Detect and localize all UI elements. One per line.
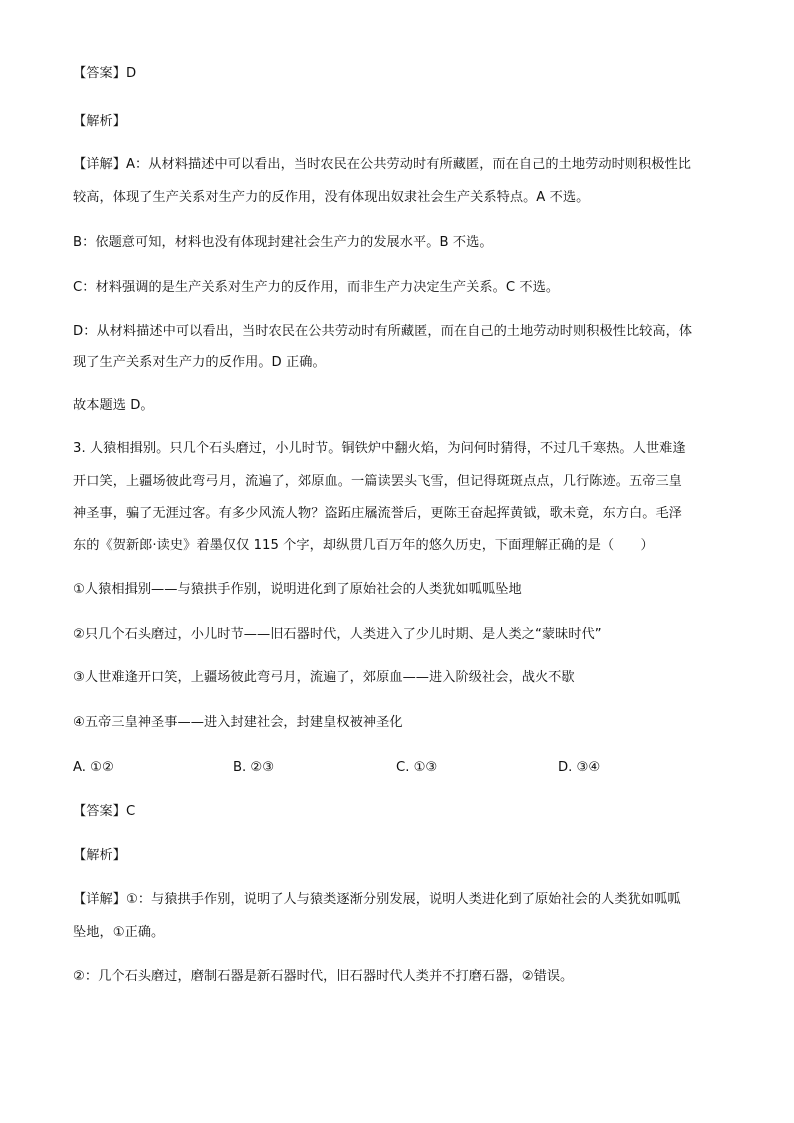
- question-3-line-4: 东的《贺新郎·读史》着墨仅仅 115 个字，却纵贯几百万年的悠久历史，下面理解正确的是（ ）: [73, 538, 654, 553]
- option-c: C. ①③: [396, 760, 438, 775]
- answer-2: [73, 804, 135, 820]
- statement-2: ②只几个石头磨过，小儿时节——旧石器时代，人类进入了少儿时期、是人类之“蒙昧时代”: [73, 627, 602, 642]
- question-3-line-2: 开口笑，上疆场彼此弯弓月，流遍了，郊原血。一篇读罢头飞雪，但记得斑斑点点，几行陈迹。五帝三皇: [73, 474, 682, 489]
- detail-2-line-1: 【详解】①：与猿拱手作别，说明了人与猿类逐渐分别发展，说明人类进化到了原始社会的人类犹如呱呱: [73, 892, 681, 907]
- conclusion: 故本题选 D。: [73, 398, 154, 413]
- detail-d-line-1: D：从材料描述中可以看出，当时农民在公共劳动时有所藏匿，而在自己的土地劳动时则积极性比较高，体: [73, 324, 693, 339]
- answer-label: 【答案】: [73, 66, 126, 81]
- detail-a-line-1: 【详解】A：从材料描述中可以看出，当时农民在公共劳动时有所藏匿，而在自己的土地劳动时则积极性比: [73, 157, 691, 172]
- statement-1: ①人猿相揖别——与猿拱手作别，说明进化到了原始社会的人类犹如呱呱坠地: [73, 582, 522, 597]
- detail-d-line-2: 现了生产关系对生产力的反作用。D 正确。: [73, 355, 326, 370]
- option-a: A. ①②: [73, 760, 114, 775]
- option-b: B. ②③: [233, 760, 275, 775]
- option-d: D. ③④: [558, 760, 601, 775]
- analysis-heading-2: 【解析】: [73, 848, 126, 863]
- analysis-heading-1: 【解析】: [73, 114, 126, 129]
- detail-b: B：依题意可知，材料也没有体现封建社会生产力的发展水平。B 不选。: [73, 235, 493, 250]
- statement-4: ④五帝三皇神圣事——进入封建社会，封建皇权被神圣化: [73, 715, 403, 730]
- question-3-line-3: 神圣事，骗了无涯过客。有多少风流人物？盗跖庄屩流誉后，更陈王奋起挥黄钺，歌未竟，东方白。毛泽: [73, 506, 682, 521]
- detail-2-line-3: ②：几个石头磨过，磨制石器是新石器时代，旧石器时代人类并不打磨石器，②错误。: [73, 969, 574, 984]
- question-3-line-1: 3. 人猿相揖别。只几个石头磨过，小儿时节。铜铁炉中翻火焰，为问何时猜得，不过几千寒热。人世难逢: [73, 441, 686, 456]
- answer-1: [73, 66, 136, 82]
- answer-label: 【答案】: [73, 804, 126, 819]
- answer-value: D: [125, 66, 137, 81]
- detail-c: C：材料强调的是生产关系对生产力的反作用，而非生产力决定生产关系。C 不选。: [73, 280, 560, 295]
- statement-3: ③人世难逢开口笑，上疆场彼此弯弓月，流遍了，郊原血——进入阶级社会，战火不歇: [73, 670, 575, 685]
- detail-a-line-2: 较高，体现了生产关系对生产力的反作用，没有体现出奴隶社会生产关系特点。A 不选。: [73, 190, 590, 205]
- detail-2-line-2: 坠地，①正确。: [73, 925, 165, 940]
- answer-value: C: [125, 804, 136, 819]
